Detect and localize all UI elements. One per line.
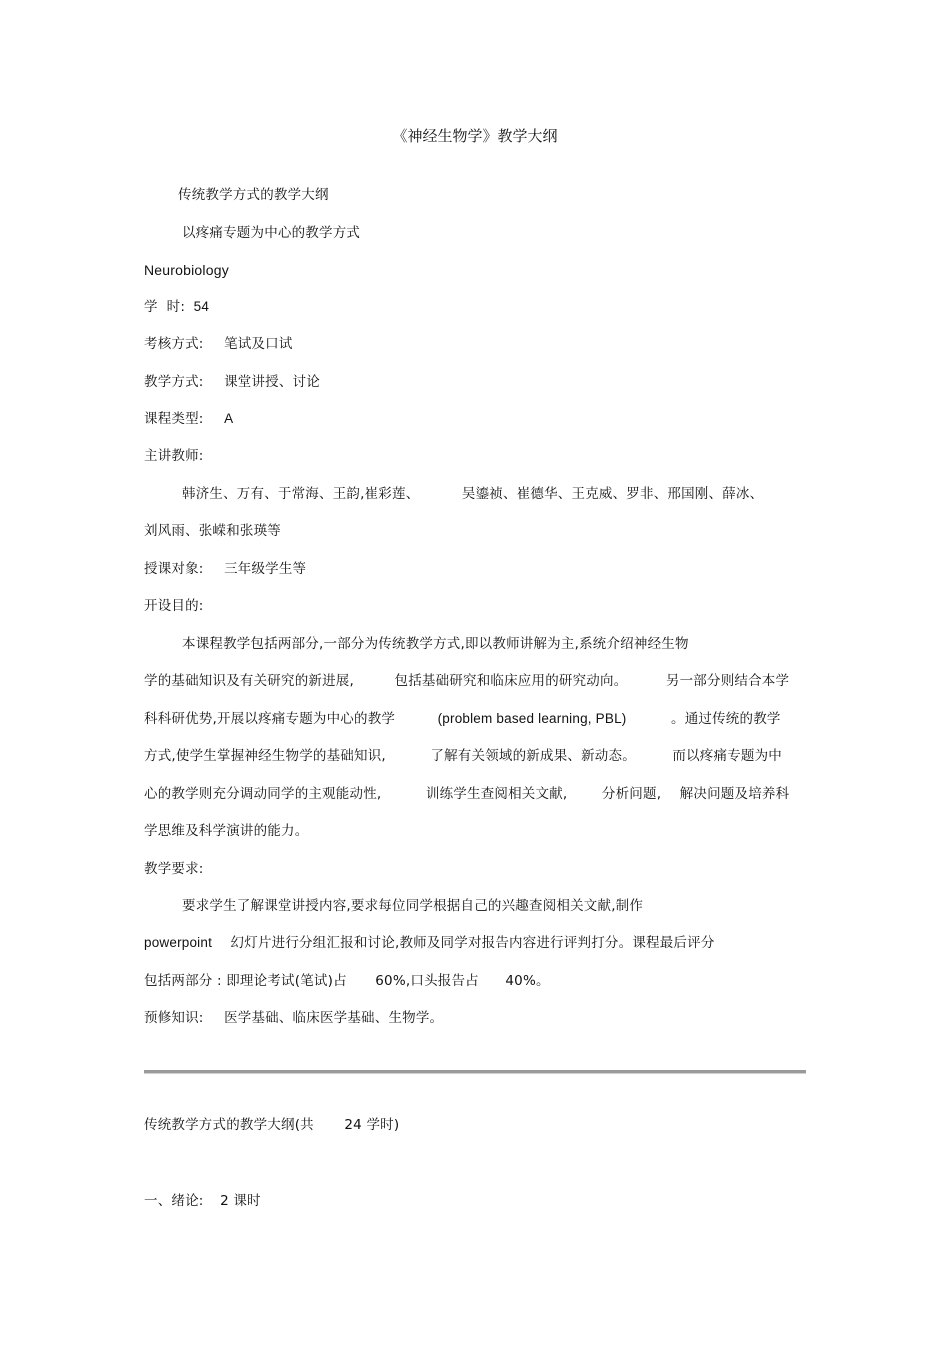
teaching-method-value: 课堂讲授、讨论 (224, 374, 320, 390)
purpose-line-3-part-1: 科科研优势,开展以疼痛专题为中心的教学 (144, 711, 396, 727)
section-heading-part-2: 24 学时) (344, 1117, 400, 1133)
purpose-line-5-part-1: 心的教学则充分调动同学的主观能动性, (144, 786, 382, 802)
requirements-label: 教学要求: (144, 861, 204, 877)
audience-row (144, 560, 306, 578)
teaching-method-label: 教学方式: (144, 374, 204, 390)
purpose-line-3-pbl: (problem based learning, PBL) (437, 711, 627, 726)
purpose-label: 开设目的: (144, 598, 204, 614)
assessment-value: 笔试及口试 (224, 336, 293, 352)
audience-value: 三年级学生等 (224, 561, 307, 577)
audience-label: 授课对象: (144, 561, 204, 577)
requirements-line-2 (144, 934, 715, 952)
purpose-line-5-part-2: 训练学生查阅相关文献, (425, 786, 568, 802)
outline-item-pbl: 以疼痛专题为中心的教学方式 (182, 225, 361, 241)
hours-label: 学 时: (144, 299, 186, 315)
instructors-line-1 (182, 485, 763, 503)
instructors-group-a: 韩济生、万有、于常海、王韵,崔彩莲、 (182, 486, 420, 502)
requirements-line-1: 要求学生了解课堂讲授内容,要求每位同学根据自己的兴趣查阅相关文献,制作 (182, 898, 644, 914)
purpose-line-4-part-2: 了解有关领域的新成果、新动态。 (430, 748, 636, 764)
prerequisites-value: 医学基础、临床医学基础、生物学。 (224, 1010, 444, 1026)
purpose-line-2-part-3: 另一部分则结合本学 (665, 673, 790, 689)
purpose-line-1: 本课程教学包括两部分,一部分为传统教学方式,即以教师讲解为主,系统介绍神经生物 (182, 636, 689, 652)
section-heading (144, 1116, 399, 1134)
purpose-line-2 (144, 672, 789, 690)
teaching-method-row (144, 373, 320, 391)
purpose-line-4-part-1: 方式,使学生掌握神经生物学的基础知识, (144, 748, 386, 764)
purpose-line-5 (144, 785, 789, 803)
hours-row (144, 298, 209, 316)
assessment-row (144, 335, 293, 353)
purpose-line-3-part-3: 。通过传统的教学 (671, 711, 781, 727)
purpose-line-4 (144, 747, 782, 765)
english-course-name: Neurobiology (144, 262, 229, 278)
course-type-row (144, 410, 233, 428)
course-type-value: A (224, 411, 234, 426)
requirements-powerpoint: powerpoint (144, 935, 213, 950)
instructors-group-b: 吴鎏祯、崔德华、王克威、罗非、邢国刚、薛冰、 (461, 486, 764, 502)
course-type-label: 课程类型: (144, 411, 204, 427)
purpose-line-2-part-2: 包括基础研究和临床应用的研究动向。 (394, 673, 628, 689)
prerequisites-row (144, 1009, 443, 1027)
requirements-line-3 (144, 972, 550, 990)
assessment-label: 考核方式: (144, 336, 204, 352)
requirements-line-3-part-1: 包括两部分 : 即理论考试(笔试)占 (144, 973, 347, 989)
prerequisites-label: 预修知识: (144, 1010, 204, 1026)
instructors-line-2: 刘风雨、张嵘和张瑛等 (144, 523, 281, 539)
requirements-line-3-part-3: 40%。 (505, 973, 550, 989)
section-heading-part-1: 传统教学方式的教学大纲(共 (144, 1117, 314, 1133)
purpose-line-3 (144, 710, 781, 728)
chapter-1-heading (144, 1192, 261, 1210)
chapter-1-hours: 2 课时 (220, 1193, 261, 1209)
purpose-line-4-part-3: 而以疼痛专题为中 (672, 748, 782, 764)
instructors-label: 主讲教师: (144, 448, 204, 464)
purpose-line-5-part-4: 解决问题及培养科 (679, 786, 790, 802)
section-divider (144, 1070, 806, 1074)
requirements-line-2-text: 幻灯片进行分组汇报和讨论,教师及同学对报告内容进行评判打分。课程最后评分 (230, 935, 715, 951)
outline-item-traditional: 传统教学方式的教学大纲 (178, 187, 329, 203)
document-title: 《神经生物学》教学大纲 (392, 127, 558, 145)
requirements-line-3-part-2: 60%,口头报告占 (375, 973, 479, 989)
hours-value: 54 (193, 299, 210, 314)
purpose-line-2-part-1: 学的基础知识及有关研究的新进展, (144, 673, 354, 689)
purpose-line-5-part-3: 分析问题, (601, 786, 662, 802)
purpose-line-6: 学思维及科学演讲的能力。 (144, 823, 309, 839)
chapter-1-title: 一、绪论: (144, 1193, 204, 1209)
